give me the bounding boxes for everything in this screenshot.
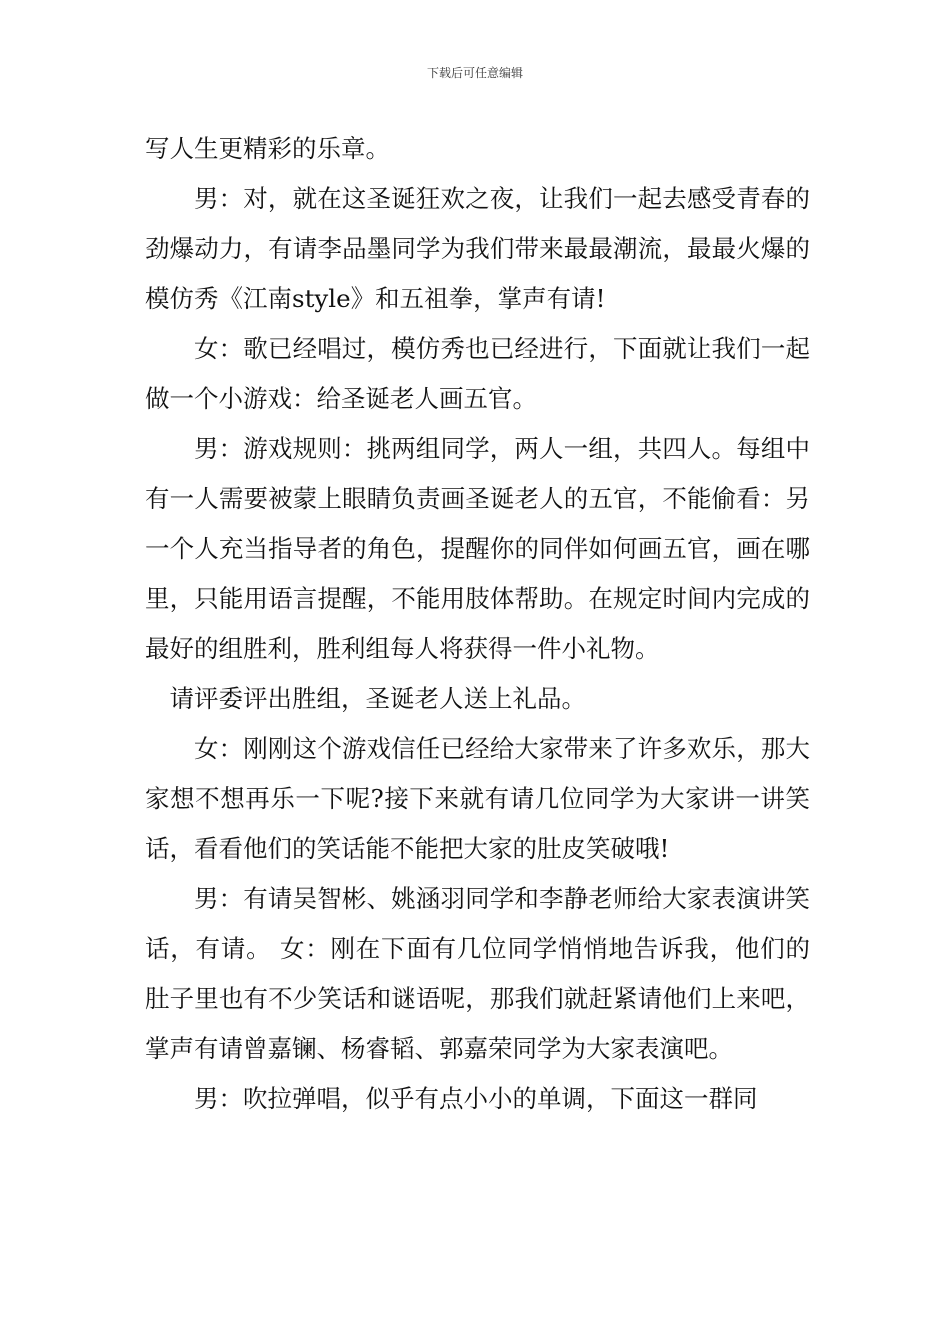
paragraph: 男：对，就在这圣诞狂欢之夜，让我们一起去感受青春的劲爆动力，有请李品墨同学为我们带来最最潮流，最最火爆的模仿秀《江南style》和五祖拳，掌声有请! (145, 184, 810, 313)
paragraph: 男：吹拉弹唱，似乎有点小小的单调，下面这一群同 (194, 1084, 758, 1113)
page-header: 下载后可任意编辑 (426, 66, 523, 80)
paragraph: 女：刚刚这个游戏信任已经给大家带来了许多欢乐，那大家想不想再乐一下呢?接下来就有请几位同学为大家讲一讲笑话，看看他们的笑话能不能把大家的肚皮笑破哦! (145, 734, 810, 863)
paragraph: 女：歌已经唱过，模仿秀也已经进行，下面就让我们一起做一个小游戏：给圣诞老人画五官。 (145, 334, 810, 413)
paragraph: 请评委评出胜组，圣诞老人送上礼品。 (169, 684, 586, 713)
paragraph: 男：有请吴智彬、姚涵羽同学和李静老师给大家表演讲笑话，有请。 女：刚在下面有几位同学悄悄地告诉我，他们的肚子里也有不少笑话和谜语呢，那我们就赶紧请他们上来吧，掌声有请曾嘉镧、杨睿韬、郭嘉荣同学为大家表演吧。 (145, 884, 810, 1063)
paragraph: 写人生更精彩的乐章。 (145, 134, 390, 163)
paragraph: 男：游戏规则：挑两组同学，两人一组，共四人。每组中有一人需要被蒙上眼睛负责画圣诞老人的五官，不能偷看：另一个人充当指导者的角色，提醒你的同伴如何画五官，画在哪里，只能用语言提醒，不能用肢体帮助。在规定时间内完成的最好的组胜利，胜利组每人将获得一件小礼物。 (145, 434, 810, 663)
document-body (145, 124, 810, 1124)
